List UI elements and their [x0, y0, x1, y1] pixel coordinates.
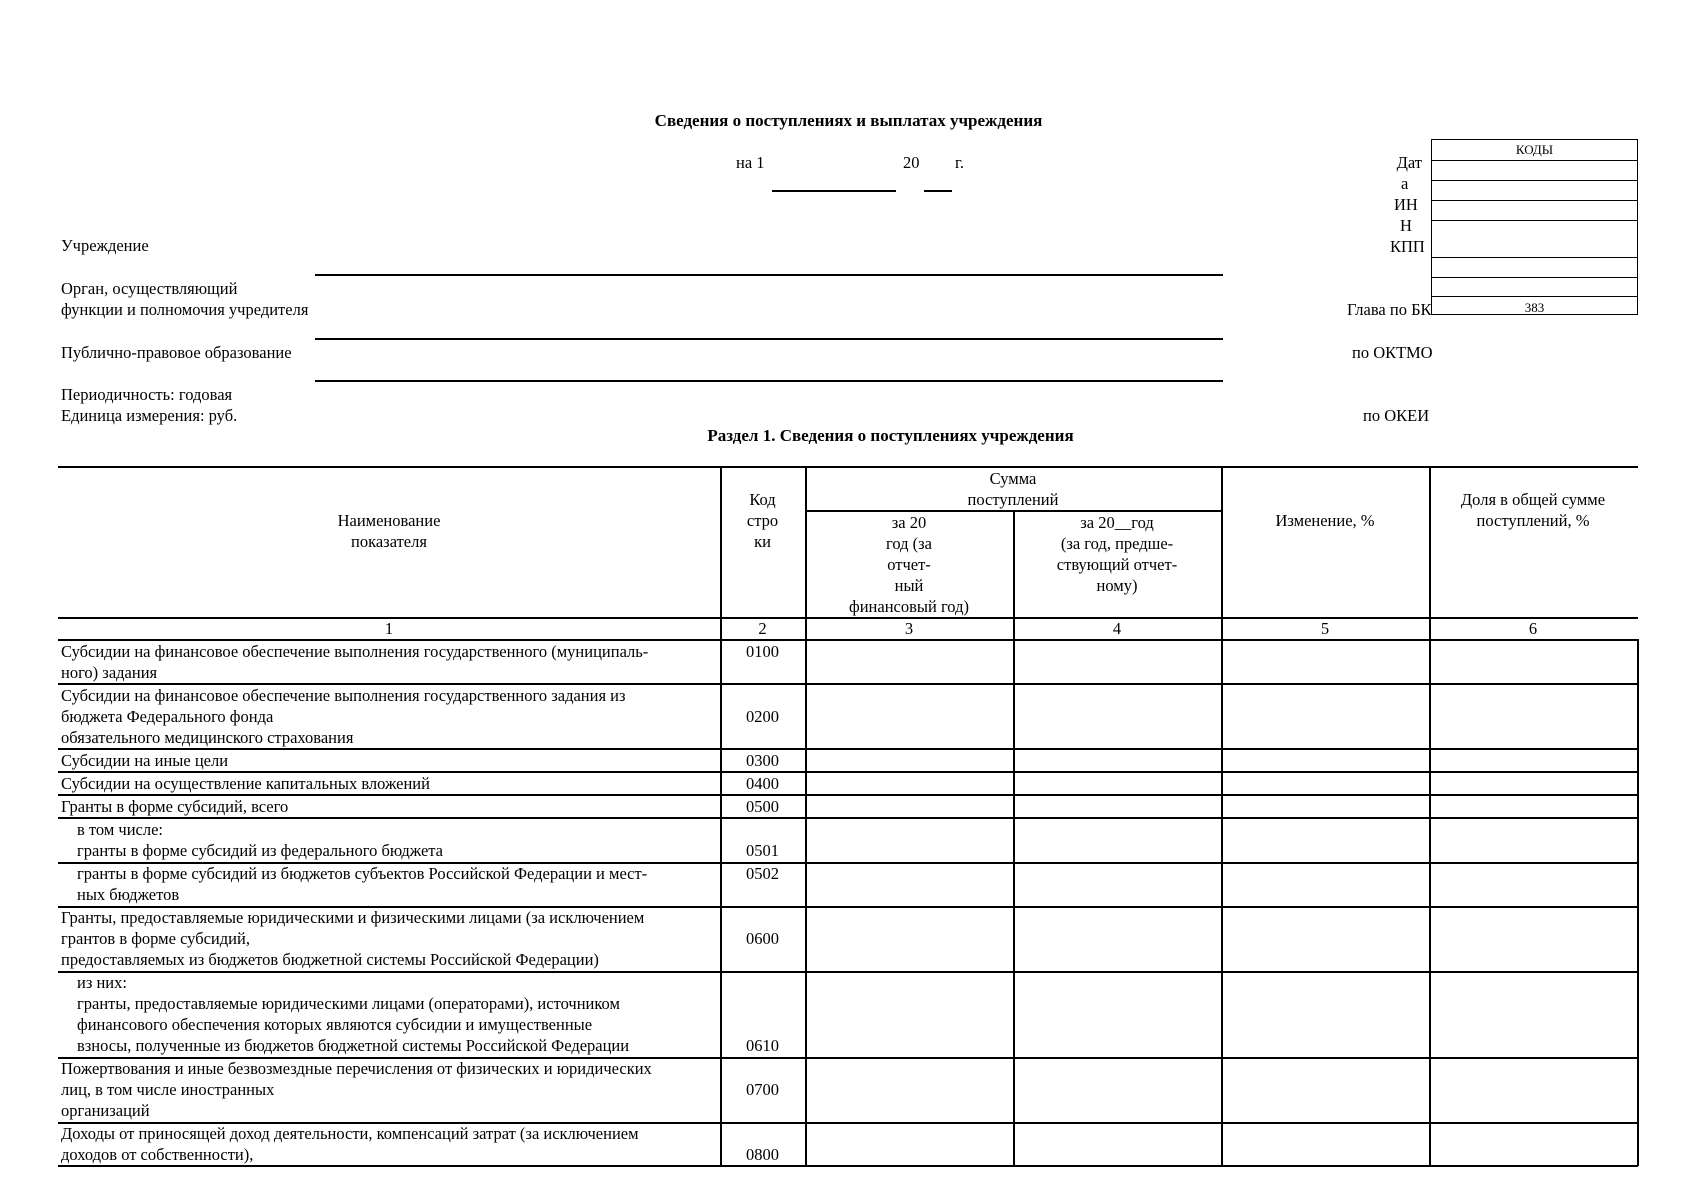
- row-border: [58, 748, 1638, 750]
- date-prefix: на 1: [736, 153, 765, 172]
- codes-divider: [1432, 296, 1637, 297]
- table-row-code: 0700: [746, 1080, 779, 1099]
- row-name-line: Доходы от приносящей доход деятельности, компенсаций затрат (за исключением: [61, 1124, 639, 1143]
- row-name-line: Пожертвования и иные безвозмездные перечисления от физических и юридических: [61, 1059, 652, 1078]
- codes-box: [1431, 139, 1638, 315]
- row-name-line: Субсидии на финансовое обеспечение выполнения государственного (муниципаль-: [61, 642, 649, 661]
- codes-divider: [1432, 180, 1637, 181]
- organ-label-1: Орган, осуществляющий: [61, 279, 238, 298]
- header-share-line: Доля в общей сумме: [1460, 490, 1606, 509]
- date-year-prefix: 20: [903, 153, 920, 172]
- organ-line: [315, 338, 1223, 340]
- header-sum-current-line: отчет-: [887, 555, 931, 574]
- table-row-name: [61, 685, 626, 748]
- inn-label-2: Н: [1400, 216, 1412, 235]
- header-share: [1429, 489, 1637, 531]
- periodicity-label: Периодичность: годовая: [61, 385, 233, 404]
- glava-value: 383: [1524, 300, 1545, 315]
- organ-label-2: функции и полномочия учредителя: [61, 300, 309, 319]
- codes-divider: [1432, 160, 1637, 161]
- table-row-code: 0100: [746, 642, 779, 661]
- receipts-table: [58, 466, 1638, 1166]
- table-row-code: 0610: [746, 1036, 779, 1055]
- col-divider: [1013, 510, 1015, 1166]
- row-name-line: финансового обеспечения которых являются субсидии и имущественные: [77, 1015, 593, 1034]
- okei-label: по ОКЕИ: [1363, 406, 1430, 425]
- row-border: [58, 794, 1638, 796]
- row-name-line: гранты в форме субсидий из бюджетов субъектов Российской Федерации и мест-: [77, 864, 648, 883]
- header-sum-current: [805, 512, 1013, 617]
- row-name-line: предоставляемых из бюджетов бюджетной системы Российской Федерации): [61, 950, 599, 969]
- col-number: 3: [904, 619, 914, 638]
- table-row-code: 0800: [746, 1145, 779, 1164]
- row-name-line: обязательного медицинского страхования: [61, 728, 354, 747]
- table-row-name: [61, 907, 644, 970]
- header-sum-prev-line: ствующий отчет-: [1056, 555, 1178, 574]
- unit-label: Единица измерения: руб.: [61, 406, 238, 425]
- public-entity-line: [315, 380, 1223, 382]
- table-row-code: 0500: [746, 797, 779, 816]
- date-day-month-line: [772, 190, 896, 192]
- table-row-code: 0502: [746, 864, 779, 883]
- row-name-line: грантов в форме субсидий,: [61, 929, 250, 948]
- codes-divider: [1432, 200, 1637, 201]
- row-name-line: лиц, в том числе иностранных: [61, 1080, 275, 1099]
- codes-divider: [1432, 220, 1637, 221]
- header-name: [58, 510, 720, 552]
- oktmo-label: по ОКТМО: [1352, 343, 1433, 362]
- header-sum-prev: [1013, 512, 1221, 596]
- table-row-name: [61, 1123, 639, 1165]
- row-name-line: ных бюджетов: [77, 885, 180, 904]
- header-sum-current-line: финансовый год): [849, 597, 969, 616]
- date-code-label-2: а: [1401, 174, 1409, 193]
- public-entity-label: Публично-правовое образование: [61, 343, 292, 362]
- col-divider: [1429, 466, 1431, 1166]
- row-name-line: ного) задания: [61, 663, 158, 682]
- institution-line: [315, 274, 1223, 276]
- glava-label: Глава по БК: [1347, 300, 1432, 319]
- table-row-code: 0501: [746, 841, 779, 860]
- table-row-code: 0300: [746, 751, 779, 770]
- header-code-line: Код: [749, 490, 776, 509]
- row-name-line: в том числе:: [77, 820, 164, 839]
- header-sum-current-line: за 20: [891, 513, 927, 532]
- row-name-line: из них:: [77, 973, 127, 992]
- header-sum-prev-line: ному): [1096, 576, 1138, 595]
- header-sum-line: поступлений: [967, 490, 1059, 509]
- row-name-line: взносы, полученные из бюджетов бюджетной системы Российской Федерации: [77, 1036, 630, 1055]
- date-year-line: [924, 190, 952, 192]
- kpp-label: КПП: [1390, 237, 1425, 256]
- col-number: 5: [1320, 619, 1330, 638]
- table-row-name: [77, 819, 443, 861]
- date-code-label-1: Дат: [1396, 153, 1422, 172]
- header-name-line: Наименование: [337, 511, 441, 530]
- row-name-line: Гранты, предоставляемые юридическими и физическими лицами (за исключением: [61, 908, 645, 927]
- header-code-line: стро: [746, 511, 779, 530]
- row-name-line: доходов от собственности),: [61, 1145, 254, 1164]
- codes-header: КОДЫ: [1515, 142, 1554, 157]
- header-share-line: поступлений, %: [1476, 511, 1590, 530]
- section-title: Раздел 1. Сведения о поступлениях учреждения: [707, 426, 1074, 445]
- row-name-line: гранты в форме субсидий из федерального бюджета: [77, 841, 444, 860]
- col-number: 6: [1528, 619, 1538, 638]
- row-name-line: организаций: [61, 1101, 150, 1120]
- table-row-name: [77, 972, 629, 1056]
- table-row-code: 0200: [746, 707, 779, 726]
- header-sum-current-line: год (за: [886, 534, 932, 553]
- header-sum: [805, 468, 1221, 510]
- date-suffix: г.: [955, 153, 965, 172]
- inn-label-1: ИН: [1394, 195, 1418, 214]
- table-row-code: 0600: [746, 929, 779, 948]
- table-row-name: Субсидии на иные цели: [61, 751, 229, 770]
- table-row-name: Субсидии на осуществление капитальных вложений: [61, 774, 430, 793]
- header-sum-prev-line: (за год, предше-: [1060, 534, 1174, 553]
- header-sum-line: Сумма: [989, 469, 1037, 488]
- table-row-name: [61, 641, 648, 683]
- header-sum-current-line: ный: [894, 576, 924, 595]
- table-right-border: [1637, 639, 1639, 1166]
- col-divider: [1221, 466, 1223, 1166]
- header-code-line: ки: [754, 532, 771, 551]
- table-row-name: [77, 863, 647, 905]
- table-row-code: 0400: [746, 774, 779, 793]
- header-sum-prev-line: за 20__год: [1080, 513, 1154, 532]
- col-number: 4: [1112, 619, 1122, 638]
- table-bottom-border: [58, 1165, 1638, 1167]
- header-code: [720, 489, 805, 552]
- table-row-name: [61, 1058, 652, 1121]
- row-name-line: гранты, предоставляемые юридическими лицами (операторами), источником: [77, 994, 620, 1013]
- col-number: 2: [758, 619, 767, 638]
- table-row-name: Гранты в форме субсидий, всего: [61, 797, 289, 816]
- institution-label: Учреждение: [61, 236, 149, 255]
- report-title: Сведения о поступлениях и выплатах учреждения: [654, 111, 1043, 130]
- row-name-line: бюджета Федерального фонда: [61, 707, 274, 726]
- codes-divider: [1432, 257, 1637, 258]
- codes-divider: [1432, 277, 1637, 278]
- header-change: Изменение, %: [1275, 511, 1375, 530]
- header-name-line: показателя: [351, 532, 427, 551]
- row-name-line: Субсидии на финансовое обеспечение выполнения государственного задания из: [61, 686, 626, 705]
- col-number: 1: [384, 619, 394, 638]
